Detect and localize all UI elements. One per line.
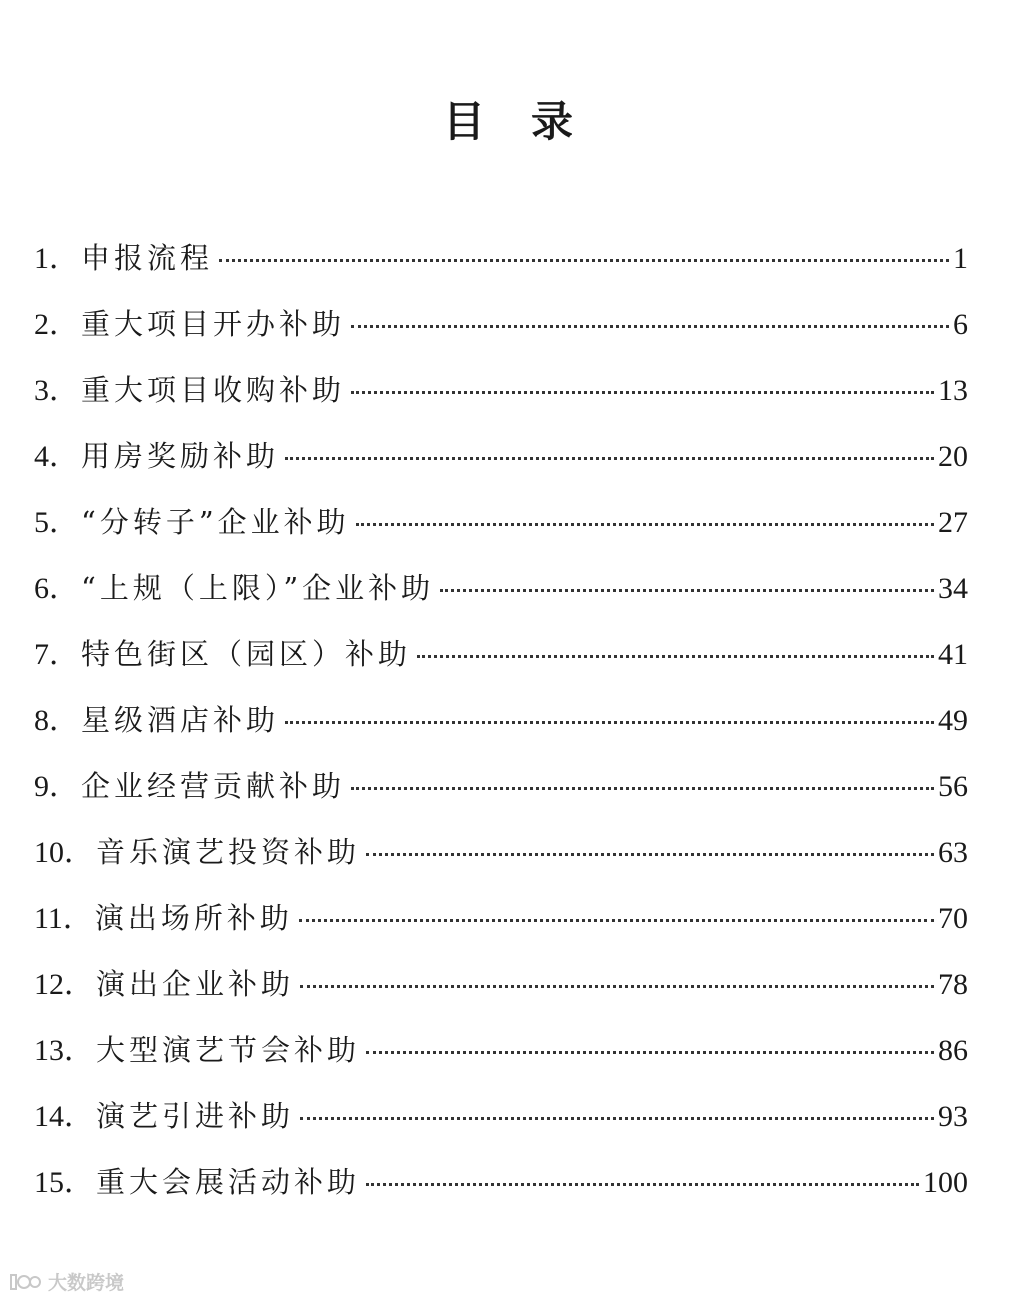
toc-entry-page: 13 <box>938 374 968 407</box>
toc-entry[interactable] <box>34 624 968 690</box>
toc-entry-number: 3． <box>34 374 79 407</box>
toc-dot-leader <box>366 853 934 856</box>
toc-entry-page: 49 <box>938 704 968 737</box>
toc-entry-title: 企业经营贡献补助 <box>81 769 346 803</box>
toc-entry-number: 5． <box>34 506 79 539</box>
toc-entry-page: 100 <box>923 1166 968 1199</box>
toc-entry-page: 78 <box>938 968 968 1001</box>
toc-dot-leader <box>440 589 934 592</box>
toc-entry-page: 93 <box>938 1100 968 1133</box>
toc-entry-number: 4． <box>34 440 79 473</box>
toc-entry[interactable] <box>34 954 968 1020</box>
toc-entry[interactable] <box>34 1020 968 1086</box>
toc-entry-number: 15． <box>34 1166 94 1199</box>
toc-entry[interactable] <box>34 756 968 822</box>
toc-dot-leader <box>351 325 949 328</box>
table-of-contents <box>34 228 968 1218</box>
toc-entry-title: 重大项目开办补助 <box>81 307 346 341</box>
toc-entry[interactable] <box>34 228 968 294</box>
toc-entry-title: 演出场所补助 <box>94 901 293 935</box>
toc-entry-page: 56 <box>938 770 968 803</box>
toc-entry[interactable] <box>34 1086 968 1152</box>
toc-dot-leader <box>285 457 934 460</box>
toc-entry-number: 9． <box>34 770 79 803</box>
toc-entry-page: 6 <box>953 308 968 341</box>
watermark-text: 大数跨境 <box>48 1272 125 1294</box>
toc-entry-number: 6． <box>34 572 79 605</box>
toc-entry-title: 音乐演艺投资补助 <box>96 835 361 869</box>
toc-entry[interactable] <box>34 426 968 492</box>
toc-dot-leader <box>351 391 934 394</box>
toc-dot-leader <box>356 523 934 526</box>
toc-dot-leader <box>300 985 934 988</box>
toc-entry-page: 27 <box>938 506 968 539</box>
toc-entry-page: 63 <box>938 836 968 869</box>
toc-entry-title: “分转子”企业补助 <box>81 505 350 539</box>
toc-dot-leader <box>366 1051 934 1054</box>
toc-entry-title: 重大项目收购补助 <box>81 373 346 407</box>
toc-entry-number: 1． <box>34 242 79 275</box>
toc-entry-title: 特色街区（园区）补助 <box>81 637 412 671</box>
toc-dot-leader <box>285 721 934 724</box>
toc-entry[interactable] <box>34 294 968 360</box>
toc-entry[interactable] <box>34 888 968 954</box>
toc-entry[interactable] <box>34 1152 968 1218</box>
toc-entry-page: 1 <box>953 242 968 275</box>
toc-entry-title: 大型演艺节会补助 <box>96 1033 361 1067</box>
toc-dot-leader <box>417 655 934 658</box>
toc-entry-number: 8． <box>34 704 79 737</box>
toc-entry-number: 12． <box>34 968 94 1001</box>
watermark <box>8 1268 124 1295</box>
toc-entry-title: 星级酒店补助 <box>81 703 280 737</box>
toc-entry[interactable] <box>34 822 968 888</box>
toc-entry-title: 申报流程 <box>81 241 214 275</box>
toc-entry-page: 20 <box>938 440 968 473</box>
toc-entry-title: 演出企业补助 <box>96 967 295 1001</box>
toc-entry-page: 34 <box>938 572 968 605</box>
toc-entry-title: 用房奖励补助 <box>81 439 280 473</box>
toc-dot-leader <box>351 787 934 790</box>
toc-entry[interactable] <box>34 492 968 558</box>
toc-entry[interactable] <box>34 360 968 426</box>
toc-dot-leader <box>366 1183 919 1186</box>
toc-entry-page: 70 <box>938 902 968 935</box>
toc-dot-leader <box>300 1117 934 1120</box>
toc-entry-title: “上规（上限）”企业补助 <box>81 571 435 605</box>
toc-entry-page: 41 <box>938 638 968 671</box>
toc-entry-title: 重大会展活动补助 <box>96 1165 361 1199</box>
toc-entry-number: 13． <box>34 1034 94 1067</box>
toc-entry[interactable] <box>34 690 968 756</box>
toc-entry-title: 演艺引进补助 <box>96 1099 295 1133</box>
toc-entry-number: 14． <box>34 1100 94 1133</box>
toc-dot-leader <box>299 919 934 922</box>
toc-entry-number: 7． <box>34 638 79 671</box>
toc-entry-number: 10． <box>34 836 94 869</box>
toc-entry[interactable] <box>34 558 968 624</box>
brand-logo-icon <box>8 1271 42 1293</box>
toc-entry-number: 11． <box>34 902 93 935</box>
toc-entry-number: 2． <box>34 308 79 341</box>
toc-dot-leader <box>219 259 949 262</box>
toc-entry-page: 86 <box>938 1034 968 1067</box>
page-title: 目录 <box>442 97 619 146</box>
